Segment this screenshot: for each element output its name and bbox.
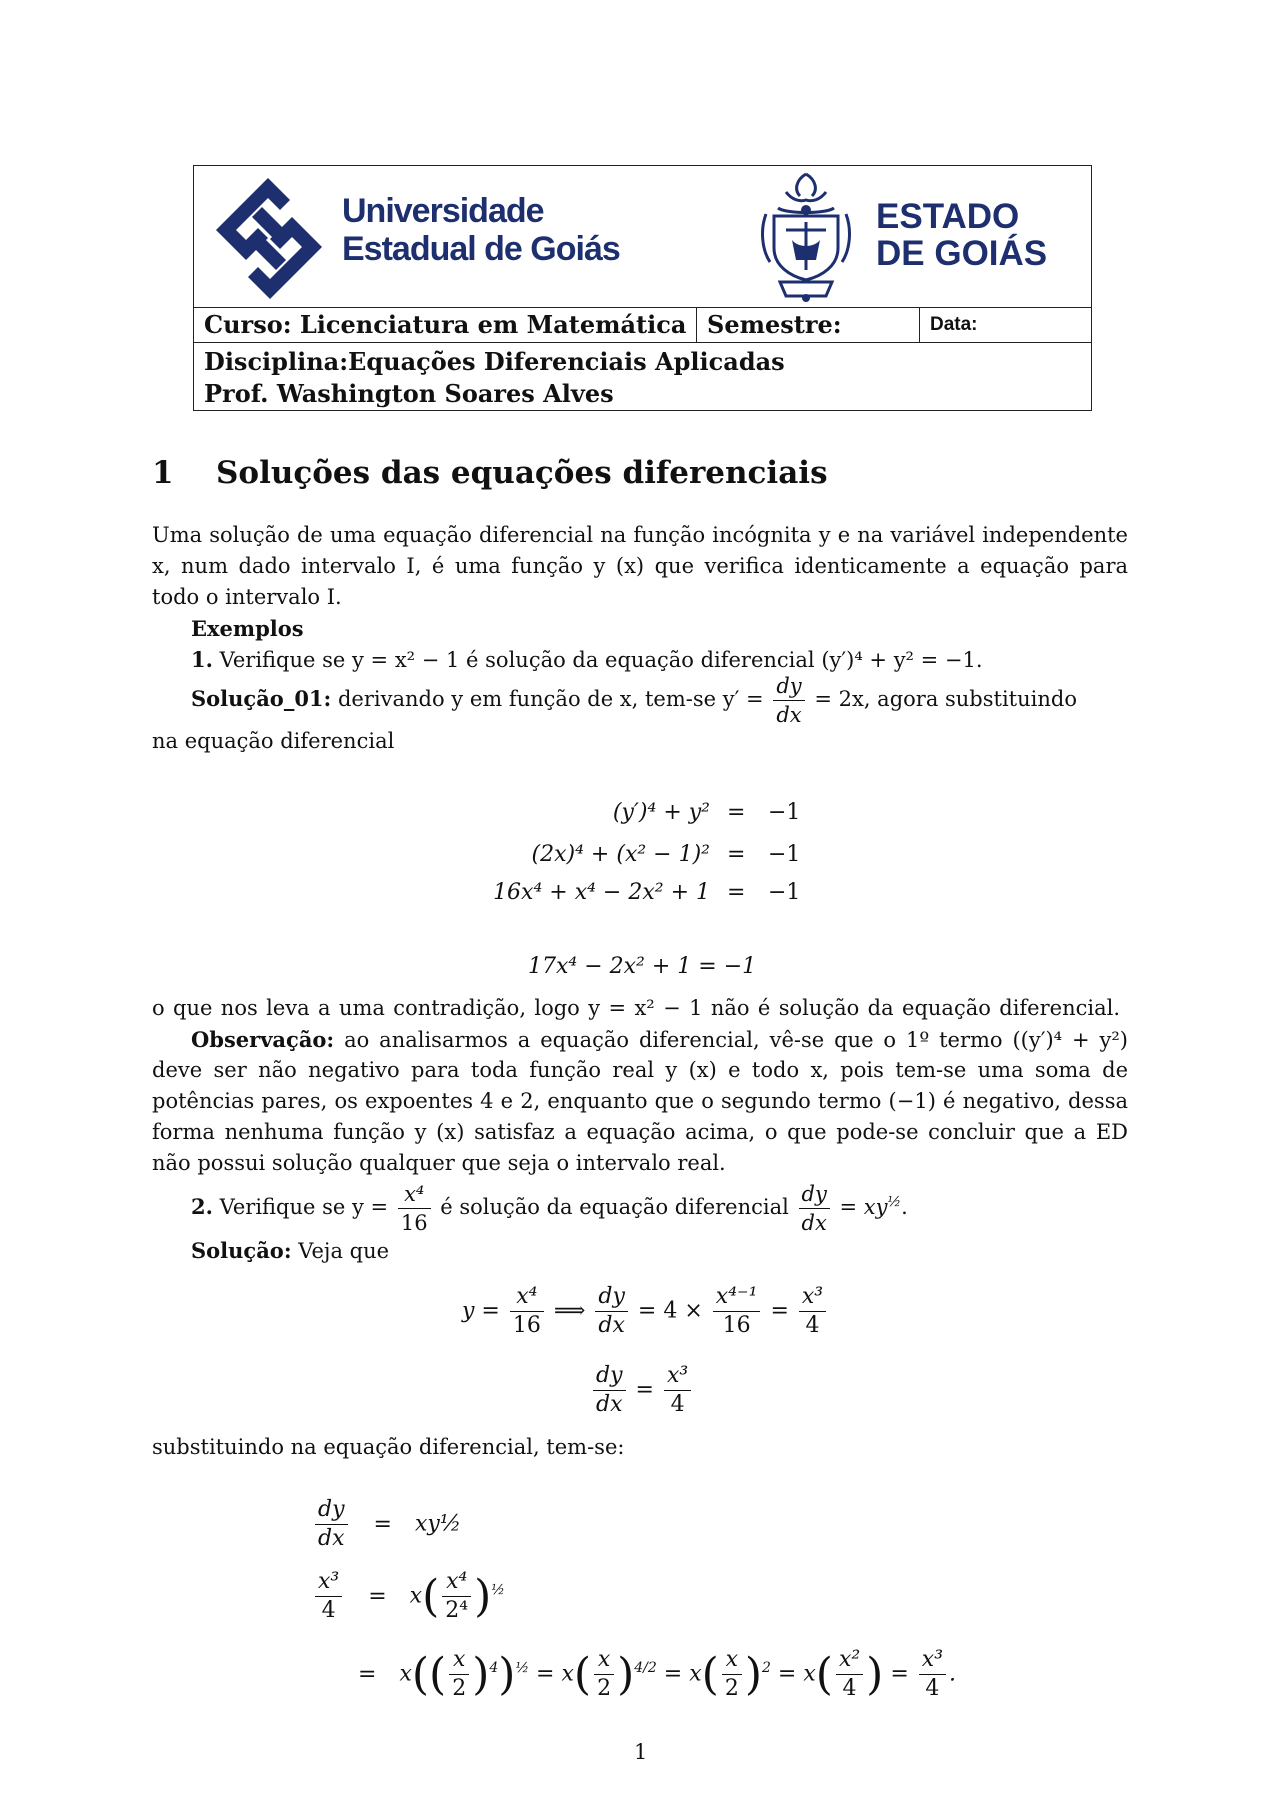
times-four: = 4 ×	[637, 1298, 703, 1324]
date-label: Data:	[919, 307, 978, 342]
contradiction-line: o que nos leva a uma contradição, logo y = x² − 1 não é solução da equação diferencial.	[152, 996, 1120, 1020]
page-number: 1	[634, 1740, 648, 1764]
state-name	[876, 198, 1047, 272]
fraction-denominator: 4	[919, 1674, 946, 1703]
x4-over-16-fraction	[398, 1180, 431, 1237]
fraction-denominator: dx	[315, 1524, 348, 1553]
solution-2-text: Veja que	[298, 1239, 390, 1263]
exponent-half: ½	[887, 1194, 902, 1210]
eq1-rhs-2: −1	[768, 842, 801, 867]
example-1-text: Verifique se y = x² − 1 é solução da equação diferencial (y′)⁴ + y² = −1.	[219, 648, 983, 672]
solution-1-label: Solução_01:	[191, 686, 332, 711]
fraction-numerator: dy	[598, 1284, 625, 1309]
fraction-denominator: 16	[510, 1311, 544, 1340]
ueg-logo-icon	[206, 176, 332, 301]
course-row	[194, 307, 1091, 343]
fraction-denominator: 4	[799, 1311, 826, 1340]
example-1-number: 1.	[191, 647, 213, 672]
fraction-denominator: 16	[713, 1311, 761, 1340]
solution-2-line	[191, 1235, 389, 1267]
university-line1: Universidade	[342, 192, 544, 230]
eq1-lhs-3: 16x⁴ + x⁴ − 2x² + 1	[493, 880, 710, 905]
example-2-text-b: é solução da equação diferencial	[440, 1195, 789, 1219]
observation-label: Observação:	[191, 1027, 335, 1052]
eq1-lhs-2: (2x)⁴ + (x² − 1)²	[531, 842, 710, 867]
xy-half: xy½	[414, 1511, 462, 1537]
x3-over-4	[315, 1568, 342, 1625]
fraction-numerator: x³	[318, 1569, 340, 1594]
eq1-rhs-3: −1	[768, 880, 801, 905]
state-line1: ESTADO	[876, 197, 1020, 236]
course-label: Curso: Licenciatura em Matemática	[204, 310, 687, 339]
solution-1-text: derivando y em função de x, tem-se y′ =	[337, 687, 764, 711]
observation-line-2: deve ser não negativo para toda função real y (x) e todo x, pois tem-se uma soma de	[152, 1058, 1128, 1082]
examples-heading: Exemplos	[191, 616, 304, 641]
substitution-line: substituindo na equação diferencial, tem-se:	[152, 1435, 625, 1459]
fraction-numerator: x³	[666, 1363, 689, 1388]
eq1-rhs-1: −1	[768, 800, 801, 825]
x4-over-16	[510, 1283, 544, 1340]
eq1-equals-2: =	[727, 842, 746, 867]
observation-line-5: não possui solução qualquer que seja o intervalo real.	[152, 1151, 726, 1175]
solution-2-label: Solução:	[191, 1238, 292, 1263]
fraction-numerator: dy	[776, 674, 802, 698]
implies-symbol: ⟹	[553, 1298, 586, 1324]
intro-line-3: todo o intervalo I.	[152, 585, 342, 609]
discipline-label: Disciplina:Equações Diferenciais Aplicadas	[204, 347, 785, 376]
section-number: 1	[152, 455, 174, 491]
eq1-lhs-1: (y′)⁴ + y²	[612, 800, 710, 825]
solution-1-after: = 2x, agora substituindo	[814, 687, 1077, 711]
x3-over-4	[664, 1362, 691, 1419]
fraction-denominator: 4	[664, 1390, 691, 1419]
solution-1-line-2: na equação diferencial	[152, 729, 395, 753]
solution-1-line	[191, 672, 1077, 729]
example-2-text-c: = xy	[839, 1195, 888, 1219]
eq2: 17x⁴ − 2x² + 1 = −1	[528, 954, 757, 979]
fraction-denominator: dx	[593, 1390, 626, 1419]
observation-text-1: ao analisarmos a equação diferencial, vê-se que o 1º termo ((y′)⁴ + y²)	[344, 1028, 1128, 1052]
university-line2: Estadual de Goiás	[342, 230, 620, 268]
dy-dx	[593, 1362, 626, 1419]
example-2: 2. Verifique se y = $\frac{\text{x⁴}}{16}$ é solução da equação diferencial $\frac{dy}{dx}$ = $xy^{\frac{1}{2}}$.	[191, 1182, 908, 1235]
header-box	[193, 165, 1092, 411]
fraction-denominator: dx	[595, 1311, 628, 1340]
observation-line-3: potências pares, os expoentes 4 e 2, enquanto que o segundo termo (−1) é negativo, dessa	[152, 1089, 1128, 1113]
fraction-denominator: dx	[773, 700, 804, 729]
dy-dx	[315, 1496, 348, 1553]
x41-over-16	[713, 1283, 761, 1340]
logo-row	[194, 166, 1091, 308]
fraction-denominator: dx	[799, 1208, 830, 1237]
fraction-numerator: dy	[801, 1182, 827, 1206]
fraction-numerator: dy	[596, 1363, 623, 1388]
fraction-numerator: x⁴⁻¹	[715, 1284, 758, 1309]
dy-dx-fraction	[773, 672, 804, 729]
observation-line-4: forma nenhuma função y (x) satisfaz a equação acima, o que pode-se concluir que a ED	[152, 1120, 1128, 1144]
semester-label: Semestre:	[696, 307, 919, 342]
fraction-numerator: x⁴	[404, 1182, 425, 1206]
fraction-numerator: x⁴	[516, 1284, 538, 1309]
example-2-number: 2.	[191, 1194, 213, 1219]
final-eq-1: $\frac{dy}{dx}$ = xy½	[312, 1496, 461, 1553]
example-2-text-a: Verifique se y =	[219, 1195, 389, 1219]
intro-line-1: Uma solução de uma equação diferencial na função incógnita y e na variável independente	[152, 523, 1128, 547]
derivative-equation: y = $\frac{\text{x⁴}}{16}$ ⟹ $\frac{dy}{dx}$ = 4 × $\frac{\text{x⁴⁻¹}}{16}$ = $\frac{\text{x³}}{4}$	[462, 1283, 829, 1340]
fraction-denominator: 4	[315, 1596, 342, 1625]
derivative-result: $\frac{dy}{dx}$ = $\frac{\text{x³}}{4}$	[590, 1362, 694, 1419]
fraction-denominator: 16	[398, 1208, 431, 1237]
discipline-block	[204, 346, 785, 410]
fraction-numerator: x³	[921, 1647, 944, 1672]
dy-dx-fraction	[799, 1180, 830, 1237]
professor-label: Prof. Washington Soares Alves	[204, 379, 614, 408]
fraction-numerator: x³	[801, 1284, 824, 1309]
goias-crest-icon	[756, 170, 856, 303]
fraction-numerator: dy	[318, 1497, 345, 1522]
dy-dx	[595, 1283, 628, 1340]
final-eq-3: = x(( $\frac{x}{2}$ )$^4$)$^{\frac{1}{2}}$ = x( $\frac{x}{2}$ )$^{4/2}$ = x( $\frac{x}{2}$ )$^2$ = x( $\frac{\text{x²}}{4}$ ) = $\frac{\text{x³}}{4}$ .	[358, 1647, 957, 1701]
university-name	[342, 192, 620, 268]
x3-over-4	[799, 1283, 826, 1340]
state-line2: DE GOIÁS	[876, 234, 1048, 273]
section-title: Soluções das equações diferenciais	[216, 455, 828, 491]
eq1-equals-3: =	[727, 880, 746, 905]
final-eq-2: $\frac{\text{x³}}{4}$ = x( $\frac{\text{x⁴}}{\text{2⁴}}$ )$^{\frac{1}{2}}$	[312, 1568, 505, 1625]
observation-line-1	[191, 1024, 1128, 1056]
intro-line-2: x, num dado intervalo I, é uma função y (x) que verifica identicamente a equação para	[152, 554, 1128, 578]
eq1-equals-1: =	[727, 800, 746, 825]
